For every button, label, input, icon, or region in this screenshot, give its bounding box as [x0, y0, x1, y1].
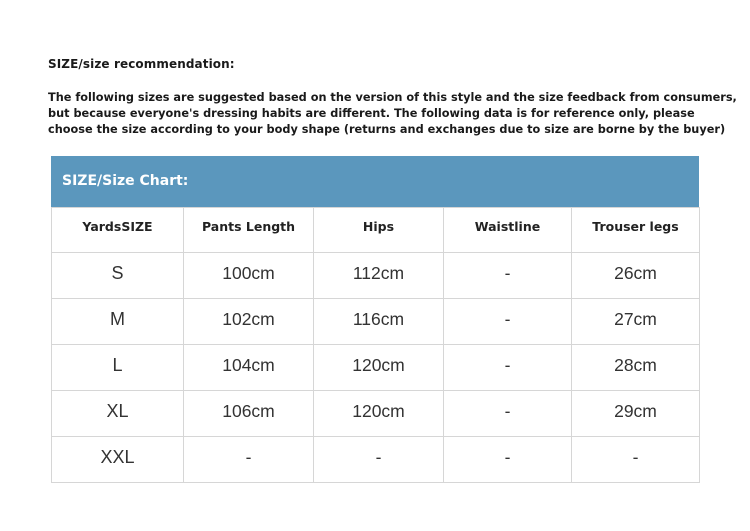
table-cell: 116cm [314, 299, 444, 345]
column-header-pants-length: Pants Length [184, 208, 314, 253]
table-cell: 106cm [184, 391, 314, 437]
column-header-waistline: Waistline [444, 208, 572, 253]
table-cell: - [314, 437, 444, 483]
table-cell: XXL [52, 437, 184, 483]
table-cell: - [444, 253, 572, 299]
table-cell: 27cm [572, 299, 700, 345]
table-cell: - [444, 345, 572, 391]
table-cell: M [52, 299, 184, 345]
table-row [52, 437, 700, 483]
table-cell: 26cm [572, 253, 700, 299]
table-cell: L [52, 345, 184, 391]
table-cell: S [52, 253, 184, 299]
table-row [52, 299, 700, 345]
table-cell: 28cm [572, 345, 700, 391]
table-cell: 29cm [572, 391, 700, 437]
table-cell: - [444, 437, 572, 483]
size-table [51, 207, 700, 483]
size-recommendation-text [48, 90, 737, 138]
column-header-size: YardsSIZE [52, 208, 184, 253]
table-cell: 104cm [184, 345, 314, 391]
column-header-hips: Hips [314, 208, 444, 253]
table-cell: 120cm [314, 345, 444, 391]
size-recommendation-heading: SIZE/size recommendation: [48, 57, 235, 71]
table-cell: - [444, 299, 572, 345]
table-cell: - [184, 437, 314, 483]
table-row [52, 391, 700, 437]
table-cell: 112cm [314, 253, 444, 299]
table-cell: 102cm [184, 299, 314, 345]
intro-line: choose the size according to your body shape (returns and exchanges due to size are borne by the buyer) [48, 123, 726, 136]
intro-line: The following sizes are suggested based on the version of this style and the size feedback from consumers, [48, 91, 737, 104]
table-cell: 100cm [184, 253, 314, 299]
table-cell: XL [52, 391, 184, 437]
size-chart [51, 156, 699, 483]
table-header-row [52, 208, 700, 253]
table-cell: - [444, 391, 572, 437]
column-header-trouser-legs: Trouser legs [572, 208, 700, 253]
table-cell: 120cm [314, 391, 444, 437]
table-row [52, 345, 700, 391]
table-row [52, 253, 700, 299]
table-cell: - [572, 437, 700, 483]
intro-line: but because everyone's dressing habits are different. The following data is for reference only, please [48, 107, 695, 120]
size-chart-title: SIZE/Size Chart: [51, 156, 699, 207]
